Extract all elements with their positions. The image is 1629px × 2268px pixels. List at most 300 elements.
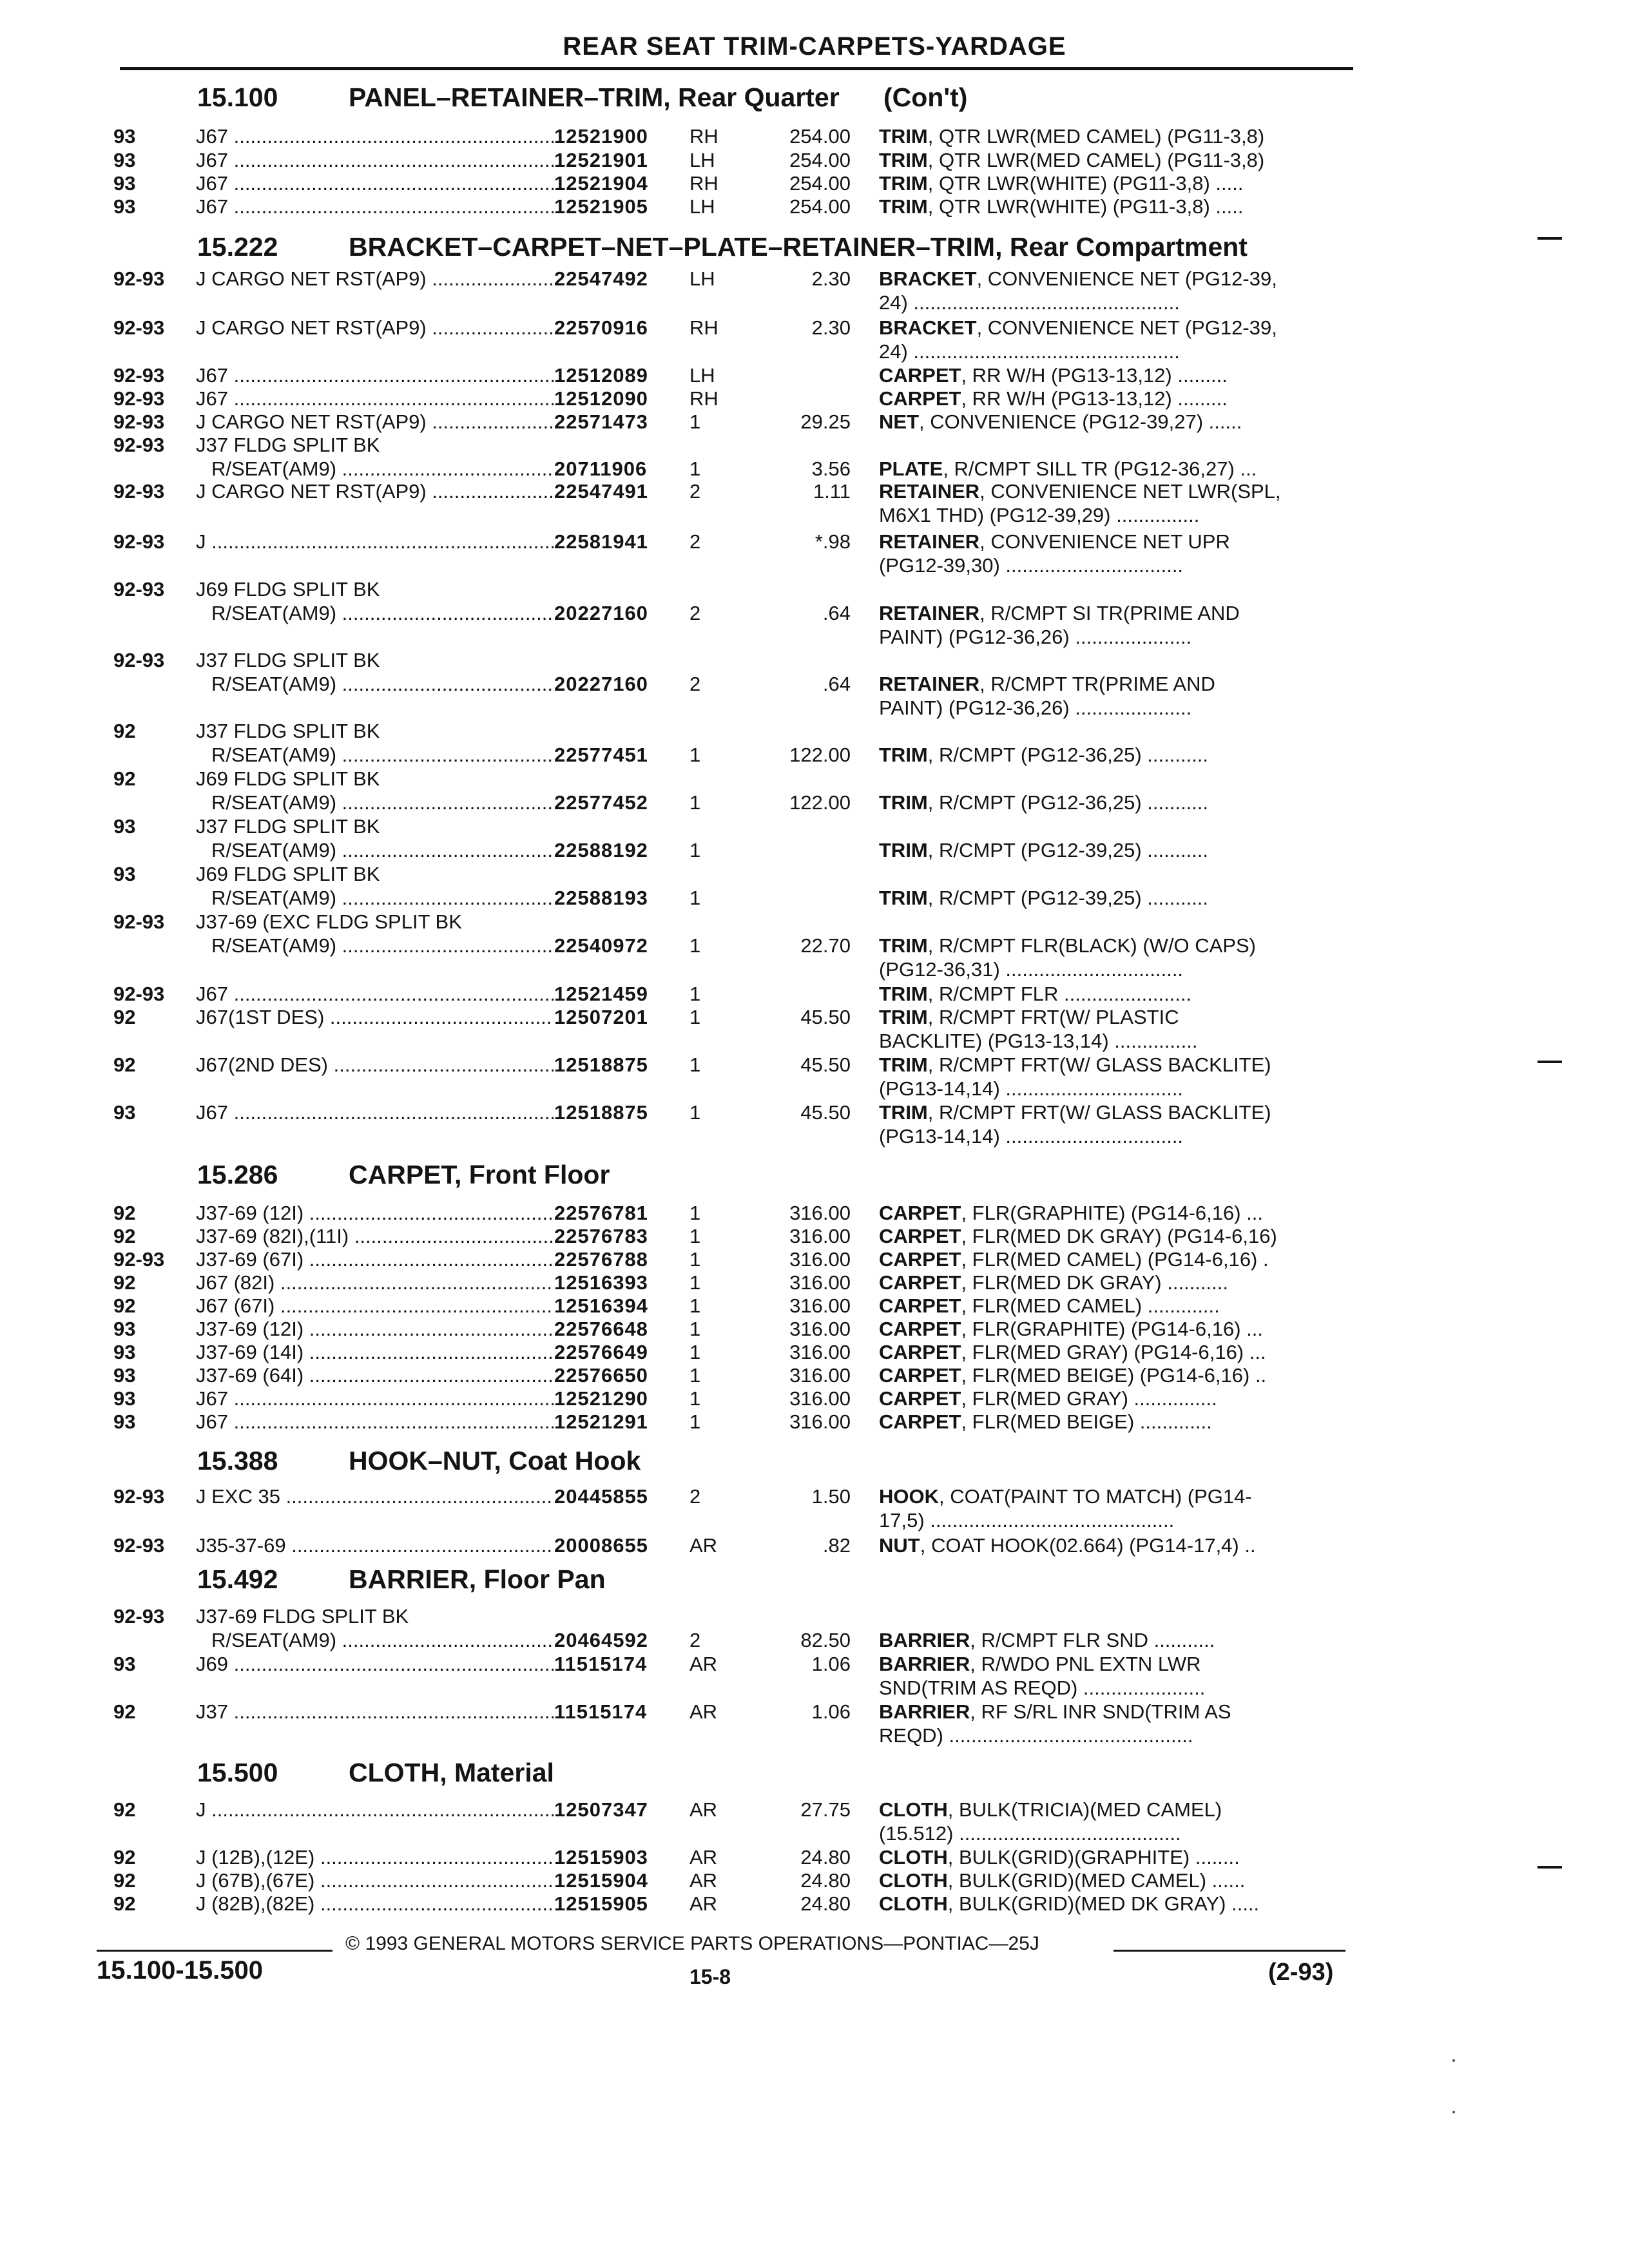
price: 316.00 — [789, 1294, 851, 1317]
part-number: 22576781 — [554, 1202, 648, 1224]
table-row — [0, 1053, 1418, 1100]
description-keyword: BARRIER — [879, 1653, 970, 1675]
part-number: 12521904 — [554, 172, 648, 195]
table-row — [0, 171, 1418, 195]
model-year: 92-93 — [113, 480, 165, 503]
description-keyword: CLOTH — [879, 1892, 948, 1915]
part-number: 22576650 — [554, 1364, 648, 1387]
model-code: J CARGO NET RST(AP9) ..... — [196, 410, 554, 434]
model-code: J (82B),(82E) ..... — [196, 1892, 554, 1916]
quantity: 1 — [689, 744, 701, 766]
part-number: 12515905 — [554, 1892, 648, 1915]
description-keyword: CARPET — [879, 1271, 961, 1294]
quantity: AR — [689, 1700, 718, 1723]
model-code: J67 ..... — [196, 148, 554, 172]
description-keyword: BARRIER — [879, 1700, 970, 1723]
description-keyword: RETAINER — [879, 480, 980, 503]
part-number: 12516394 — [554, 1294, 648, 1317]
description-text: (PG12-39,30) ................................ — [879, 554, 1184, 577]
part-number: 22570916 — [554, 316, 648, 339]
description-keyword: CARPET — [879, 1341, 961, 1363]
model-year: 93 — [113, 149, 136, 171]
price: 27.75 — [800, 1798, 851, 1821]
table-row — [0, 1340, 1418, 1364]
description-line — [879, 696, 1344, 720]
quantity: RH — [689, 316, 718, 339]
price: 254.00 — [789, 125, 851, 148]
section-number: 15.388 — [197, 1446, 278, 1475]
price: 122.00 — [789, 791, 851, 814]
description-line — [879, 934, 1344, 957]
description-text: , R/WDO PNL EXTN LWR — [970, 1653, 1201, 1675]
model-year: 92-93 — [113, 1248, 165, 1271]
description-text: , FLR(MED DK GRAY) ........... — [961, 1271, 1228, 1294]
description-line — [879, 1340, 1344, 1364]
description-text: , CONVENIENCE NET UPR — [979, 530, 1230, 553]
model-year: 92-93 — [113, 410, 165, 433]
description-keyword: CARPET — [879, 1202, 961, 1224]
description-line — [879, 1676, 1344, 1700]
part-number: 12515903 — [554, 1846, 648, 1869]
description-keyword: BARRIER — [879, 1629, 970, 1651]
description-line — [879, 1294, 1344, 1318]
model-year: 93 — [113, 172, 136, 195]
section-heading — [197, 82, 967, 113]
model-year: 93 — [113, 815, 136, 838]
description-text: , RR W/H (PG13-13,12) ......... — [961, 387, 1228, 410]
description-line — [879, 530, 1344, 553]
description-text: , QTR LWR(WHITE) (PG11-3,8) ..... — [927, 172, 1244, 195]
description-text: , BULK(GRID)(MED CAMEL) ...... — [947, 1869, 1246, 1892]
model-code-continued: R/SEAT(AM9) ..... — [211, 1628, 554, 1652]
model-code: J37-69 (14I) ..... — [196, 1340, 554, 1364]
model-code-continued: R/SEAT(AM9) ..... — [211, 457, 554, 481]
description-line — [879, 625, 1344, 649]
table-row — [0, 124, 1418, 148]
description-text: , QTR LWR(MED CAMEL) (PG11-3,8) — [927, 149, 1265, 171]
table-row — [0, 1533, 1418, 1557]
model-code: J67(1ST DES) ..... — [196, 1005, 554, 1029]
part-number: 12521900 — [554, 125, 648, 148]
price: .64 — [822, 673, 851, 695]
price: 24.80 — [800, 1846, 851, 1869]
description-line — [879, 982, 1344, 1006]
part-number: 22540972 — [554, 934, 648, 957]
table-row — [0, 530, 1418, 577]
table-row — [0, 316, 1418, 363]
description-keyword: CARPET — [879, 1294, 961, 1317]
page-title: REAR SEAT TRIM-CARPETS-YARDAGE — [563, 32, 1066, 61]
model-year: 92 — [113, 1053, 136, 1076]
part-number: 11515174 — [554, 1653, 648, 1675]
description-text: PAINT) (PG12-36,26) ..................... — [879, 697, 1192, 719]
model-year: 92-93 — [113, 983, 165, 1005]
model-year: 93 — [113, 1653, 136, 1675]
description-keyword: BRACKET — [879, 316, 977, 339]
part-number: 12518875 — [554, 1053, 648, 1076]
model-code: J ..... — [196, 1798, 554, 1821]
part-number: 12521905 — [554, 195, 648, 218]
quantity: AR — [689, 1534, 718, 1557]
table-row — [0, 267, 1418, 314]
quantity: 1 — [689, 887, 701, 909]
description-line — [879, 410, 1344, 434]
part-number: 11515174 — [554, 1700, 648, 1723]
description-line — [879, 553, 1344, 577]
model-year: 92 — [113, 1202, 136, 1224]
table-row — [0, 1485, 1418, 1532]
model-code: J37-69 (12I) ..... — [196, 1201, 554, 1225]
description-keyword: TRIM — [879, 983, 928, 1005]
model-code: J67 ..... — [196, 363, 554, 387]
quantity: 1 — [689, 983, 701, 1005]
price: 316.00 — [789, 1248, 851, 1271]
footer-copyright: © 1993 GENERAL MOTORS SERVICE PARTS OPERATIONS—PONTIAC—25J — [345, 1933, 1039, 1954]
description-keyword: RETAINER — [879, 530, 980, 553]
table-row — [0, 1294, 1418, 1318]
description-text: 24) ................................................ — [879, 291, 1180, 314]
model-code-continued: R/SEAT(AM9) ..... — [211, 886, 554, 910]
price: 254.00 — [789, 195, 851, 218]
part-number: 20711906 — [554, 457, 648, 480]
description-line — [879, 1533, 1344, 1557]
model-year: 93 — [113, 1341, 136, 1363]
quantity: LH — [689, 267, 715, 290]
model-year: 92-93 — [113, 267, 165, 290]
description-keyword: TRIM — [879, 125, 928, 148]
part-number: 22588192 — [554, 839, 648, 861]
model-code: J CARGO NET RST(AP9) ..... — [196, 316, 554, 340]
description-text: , R/CMPT (PG12-36,25) ........... — [927, 791, 1209, 814]
table-row — [0, 767, 1418, 814]
description-keyword: CARPET — [879, 1410, 961, 1433]
description-line — [879, 363, 1344, 387]
price: 316.00 — [789, 1364, 851, 1387]
section-title: BRACKET–CARPET–NET–PLATE–RETAINER–TRIM, Rear Compartment — [349, 232, 1248, 262]
description-line — [879, 791, 1344, 814]
quantity: 1 — [689, 1202, 701, 1224]
model-code: J37-69 (64I) ..... — [196, 1363, 554, 1387]
description-keyword: RETAINER — [879, 673, 980, 695]
description-text: , FLR(MED BEIGE) ............. — [961, 1410, 1212, 1433]
description-line — [879, 1869, 1344, 1892]
price: 254.00 — [789, 172, 851, 195]
description-text: , R/CMPT FLR ....................... — [927, 983, 1192, 1005]
model-year: 92-93 — [113, 364, 165, 387]
price: .64 — [822, 602, 851, 624]
price: 45.50 — [800, 1053, 851, 1076]
description-text: REQD) ............................................ — [879, 1724, 1193, 1747]
model-code: J69 FLDG SPLIT BK — [196, 863, 380, 885]
model-year: 93 — [113, 863, 136, 885]
quantity: RH — [689, 172, 718, 195]
price: *.98 — [815, 530, 851, 553]
price: 24.80 — [800, 1869, 851, 1892]
model-code: J37 FLDG SPLIT BK — [196, 434, 380, 456]
table-row — [0, 1387, 1418, 1410]
header-rule — [120, 67, 1353, 70]
part-number: 12512089 — [554, 364, 648, 387]
price: 316.00 — [789, 1202, 851, 1224]
description-line — [879, 957, 1344, 981]
quantity: 1 — [689, 1053, 701, 1076]
description-keyword: CARPET — [879, 1387, 961, 1410]
description-line — [879, 1724, 1344, 1747]
model-code: J37 FLDG SPLIT BK — [196, 649, 380, 671]
model-year: 92-93 — [113, 316, 165, 339]
section-number: 15.492 — [197, 1564, 278, 1594]
model-code: J37 FLDG SPLIT BK — [196, 720, 380, 742]
model-code: J CARGO NET RST(AP9) ..... — [196, 479, 554, 503]
model-year: 92-93 — [113, 1485, 165, 1508]
description-keyword: CLOTH — [879, 1869, 948, 1892]
price: 316.00 — [789, 1341, 851, 1363]
model-year: 92 — [113, 1006, 136, 1028]
model-year: 93 — [113, 1387, 136, 1410]
part-number: 22576783 — [554, 1225, 648, 1247]
table-row — [0, 1317, 1418, 1341]
model-year: 92-93 — [113, 910, 165, 933]
price: 1.06 — [811, 1700, 851, 1723]
table-row — [0, 1271, 1418, 1294]
description-keyword: TRIM — [879, 172, 928, 195]
description-line — [879, 1821, 1344, 1845]
description-line — [879, 1029, 1344, 1053]
model-code: J37-69 FLDG SPLIT BK — [196, 1605, 409, 1628]
scan-speck — [1452, 2111, 1455, 2113]
quantity: 1 — [689, 457, 701, 480]
description-text: 17,5) ............................................ — [879, 1509, 1175, 1532]
description-line — [879, 340, 1344, 363]
model-year: 93 — [113, 1364, 136, 1387]
price: 1.06 — [811, 1653, 851, 1675]
price: 1.50 — [811, 1485, 851, 1508]
model-code: J ..... — [196, 530, 554, 553]
price: 316.00 — [789, 1225, 851, 1247]
model-year: 93 — [113, 1101, 136, 1124]
table-row — [0, 1247, 1418, 1271]
description-line — [879, 1077, 1344, 1100]
model-code-continued: R/SEAT(AM9) ..... — [211, 838, 554, 862]
quantity: 2 — [689, 673, 701, 695]
model-code: J (12B),(12E) ..... — [196, 1845, 554, 1869]
part-number: 20227160 — [554, 673, 648, 695]
section-number: 15.500 — [197, 1758, 278, 1787]
description-keyword: HOOK — [879, 1485, 939, 1508]
description-line — [879, 457, 1344, 481]
table-row — [0, 1224, 1418, 1248]
description-line — [879, 171, 1344, 195]
model-code: J37-69 (67I) ..... — [196, 1247, 554, 1271]
model-year: 92-93 — [113, 649, 165, 671]
description-text: , FLR(MED CAMEL) ............. — [961, 1294, 1220, 1317]
model-year: 92 — [113, 1271, 136, 1294]
quantity: 1 — [689, 1318, 701, 1340]
description-text: (15.512) ........................................ — [879, 1822, 1181, 1845]
description-keyword: TRIM — [879, 744, 928, 766]
description-line — [879, 479, 1344, 503]
price: 316.00 — [789, 1318, 851, 1340]
description-line — [879, 886, 1344, 910]
description-keyword: TRIM — [879, 887, 928, 909]
description-line — [879, 195, 1344, 218]
section-heading — [197, 1160, 610, 1190]
description-text: , FLR(GRAPHITE) (PG14-6,16) ... — [961, 1202, 1263, 1224]
quantity: AR — [689, 1892, 718, 1915]
model-year: 92 — [113, 1892, 136, 1915]
quantity: 1 — [689, 1271, 701, 1294]
part-number: 12512090 — [554, 387, 648, 410]
description-line — [879, 1247, 1344, 1271]
quantity: AR — [689, 1798, 718, 1821]
scan-speck — [1452, 2059, 1455, 2062]
description-line — [879, 1485, 1344, 1508]
part-number: 22581941 — [554, 530, 648, 553]
model-year: 92 — [113, 1846, 136, 1869]
description-text: , FLR(MED GRAY) ............... — [961, 1387, 1217, 1410]
description-line — [879, 672, 1344, 696]
model-year: 92 — [113, 1225, 136, 1247]
model-year: 93 — [113, 195, 136, 218]
quantity: 1 — [689, 839, 701, 861]
quantity: 1 — [689, 791, 701, 814]
description-keyword: CARPET — [879, 1318, 961, 1340]
table-row — [0, 363, 1418, 387]
description-text: , CONVENIENCE NET LWR(SPL, — [979, 480, 1281, 503]
model-year: 92 — [113, 1294, 136, 1317]
description-line — [879, 1005, 1344, 1029]
description-text: , R/CMPT FRT(W/ GLASS BACKLITE) — [927, 1101, 1271, 1124]
table-row — [0, 1604, 1418, 1651]
quantity: LH — [689, 195, 715, 218]
model-year: 92 — [113, 1700, 136, 1723]
description-text: , R/CMPT (PG12-39,25) ........... — [927, 887, 1209, 909]
quantity: 1 — [689, 410, 701, 433]
quantity: AR — [689, 1653, 718, 1675]
model-year: 92 — [113, 1798, 136, 1821]
part-number: 22571473 — [554, 410, 648, 433]
price: 2.30 — [811, 316, 851, 339]
section-title: PANEL–RETAINER–TRIM, Rear Quarter (Con't) — [349, 82, 968, 112]
description-line — [879, 1845, 1344, 1869]
quantity: RH — [689, 125, 718, 148]
section-heading — [197, 1446, 641, 1476]
description-line — [879, 1798, 1344, 1821]
quantity: 1 — [689, 1387, 701, 1410]
model-code-continued: R/SEAT(AM9) ..... — [211, 791, 554, 814]
table-row — [0, 1005, 1418, 1052]
model-code-continued: R/SEAT(AM9) ..... — [211, 934, 554, 957]
table-row — [0, 195, 1418, 218]
model-code: J37-69 (12I) ..... — [196, 1317, 554, 1341]
quantity: AR — [689, 1846, 718, 1869]
model-code: J67 (67I) ..... — [196, 1294, 554, 1318]
quantity: 1 — [689, 1364, 701, 1387]
quantity: LH — [689, 149, 715, 171]
description-line — [879, 1271, 1344, 1294]
table-row — [0, 910, 1418, 981]
description-text: , R/CMPT FLR(BLACK) (W/O CAPS) — [927, 934, 1257, 957]
table-row — [0, 1363, 1418, 1387]
model-code: J67 ..... — [196, 124, 554, 148]
description-line — [879, 1201, 1344, 1225]
description-text: , FLR(MED GRAY) (PG14-6,16) ... — [961, 1341, 1266, 1363]
description-line — [879, 1224, 1344, 1248]
part-number: 12521901 — [554, 149, 648, 171]
model-year: 92 — [113, 720, 136, 742]
description-keyword: RETAINER — [879, 602, 980, 624]
table-row — [0, 1798, 1418, 1845]
description-text: 24) ................................................ — [879, 340, 1180, 363]
table-row — [0, 148, 1418, 172]
table-row — [0, 1100, 1418, 1148]
description-text: (PG13-14,14) ................................ — [879, 1077, 1184, 1100]
description-text: SND(TRIM AS REQD) ...................... — [879, 1677, 1206, 1699]
part-number: 22576788 — [554, 1248, 648, 1271]
description-text: , FLR(MED DK GRAY) (PG14-6,16) — [961, 1225, 1277, 1247]
part-number: 20445855 — [554, 1485, 648, 1508]
model-code: J67 (82I) ..... — [196, 1271, 554, 1294]
quantity: 1 — [689, 1341, 701, 1363]
table-row — [0, 410, 1418, 434]
part-number: 22547492 — [554, 267, 648, 290]
model-year: 92-93 — [113, 578, 165, 601]
price: 22.70 — [800, 934, 851, 957]
table-row — [0, 814, 1418, 861]
section-number: 15.100 — [197, 82, 278, 112]
description-text: , CONVENIENCE NET (PG12-39, — [976, 316, 1277, 339]
description-keyword: TRIM — [879, 934, 928, 957]
model-code: J67 ..... — [196, 982, 554, 1006]
description-text: , COAT HOOK(02.664) (PG14-17,4) .. — [920, 1534, 1256, 1557]
price: 316.00 — [789, 1410, 851, 1433]
description-line — [879, 267, 1344, 291]
description-keyword: NUT — [879, 1534, 920, 1557]
description-text: , R/CMPT SILL TR (PG12-36,27) ... — [943, 457, 1257, 480]
model-code-continued: R/SEAT(AM9) ..... — [211, 672, 554, 696]
table-row — [0, 1201, 1418, 1225]
description-keyword: CLOTH — [879, 1798, 948, 1821]
description-text: , QTR LWR(MED CAMEL) (PG11-3,8) — [927, 125, 1265, 148]
quantity: 1 — [689, 1225, 701, 1247]
part-number: 20464592 — [554, 1629, 648, 1651]
model-year: 93 — [113, 1410, 136, 1433]
part-number: 22577452 — [554, 791, 648, 814]
description-keyword: TRIM — [879, 791, 928, 814]
description-line — [879, 1628, 1344, 1652]
section-number: 15.286 — [197, 1160, 278, 1189]
model-code: J67 ..... — [196, 1387, 554, 1410]
description-keyword: TRIM — [879, 1006, 928, 1028]
description-keyword: TRIM — [879, 1053, 928, 1076]
model-code: J67(2ND DES) ..... — [196, 1053, 554, 1077]
model-code: J67 ..... — [196, 171, 554, 195]
description-line — [879, 1387, 1344, 1410]
description-keyword: TRIM — [879, 1101, 928, 1124]
description-text: , R/CMPT SI TR(PRIME AND — [979, 602, 1240, 624]
description-text: , FLR(GRAPHITE) (PG14-6,16) ... — [961, 1318, 1263, 1340]
part-number: 22576649 — [554, 1341, 648, 1363]
price: 2.30 — [811, 267, 851, 290]
model-code: J37 FLDG SPLIT BK — [196, 815, 380, 838]
price: 45.50 — [800, 1006, 851, 1028]
quantity: LH — [689, 364, 715, 387]
model-year: 92-93 — [113, 387, 165, 410]
table-row — [0, 982, 1418, 1006]
description-line — [879, 1892, 1344, 1916]
description-line — [879, 601, 1344, 625]
quantity: 1 — [689, 1410, 701, 1433]
